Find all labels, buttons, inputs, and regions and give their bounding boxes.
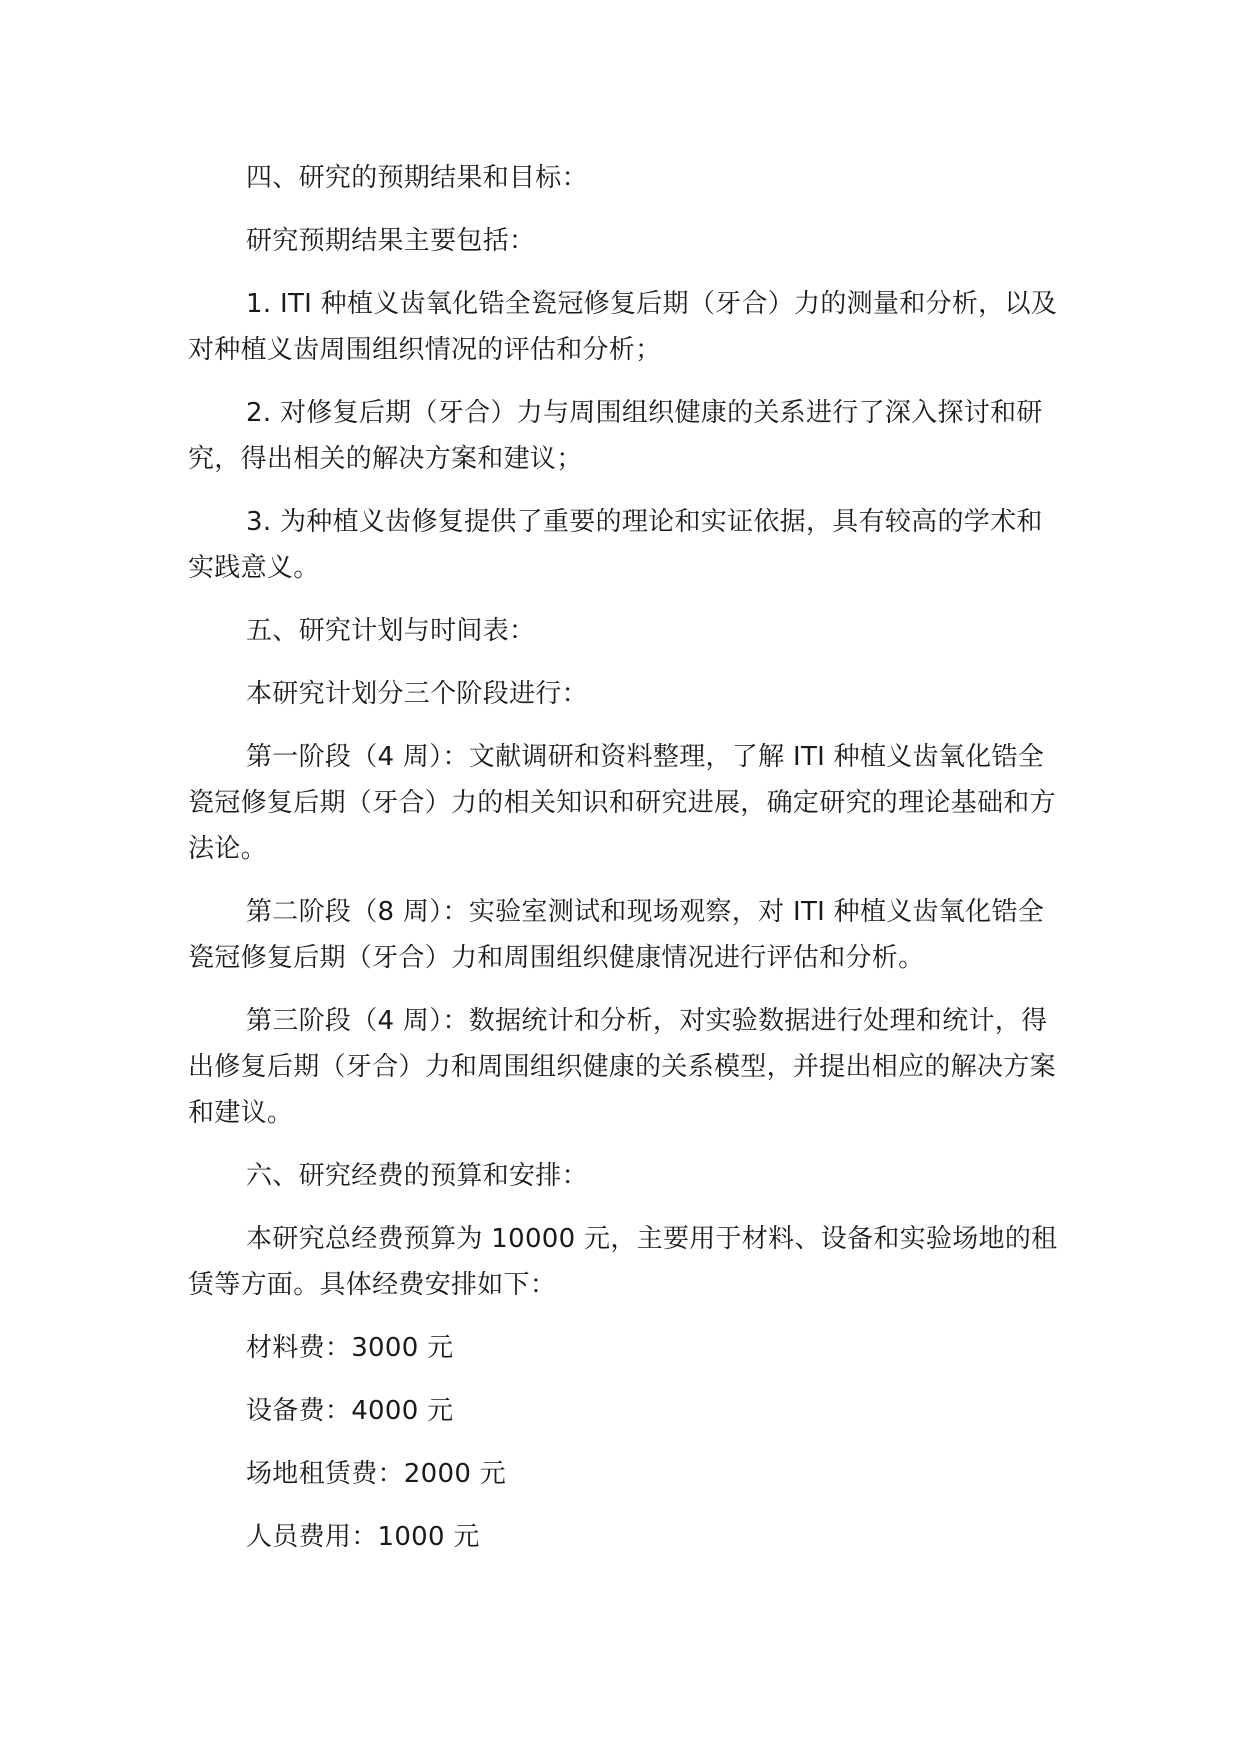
budget-item-materials: 材料费：3000 元 <box>246 1333 454 1363</box>
document-body <box>188 155 1058 1577</box>
paragraph-budget-intro: 本研究总经费预算为 10000 元，主要用于材料、设备和实验场地的租赁等方面。具体经费安排如下： <box>188 1224 1058 1300</box>
budget-item-equipment: 设备费：4000 元 <box>246 1396 454 1426</box>
paragraph-result-3: 3. 为种植义齿修复提供了重要的理论和实证依据，具有较高的学术和实践意义。 <box>188 507 1043 583</box>
section-heading-plan-schedule: 五、研究计划与时间表： <box>246 616 536 646</box>
budget-item-venue-rental: 场地租赁费：2000 元 <box>246 1459 507 1489</box>
budget-item-personnel: 人员费用：1000 元 <box>246 1522 480 1552</box>
paragraph-phase-3: 第三阶段（4 周）：数据统计和分析，对实验数据进行处理和统计，得出修复后期（牙合）力和周围组织健康的关系模型，并提出相应的解决方案和建议。 <box>188 1006 1056 1128</box>
section-heading-budget: 六、研究经费的预算和安排： <box>246 1161 588 1191</box>
paragraph-phase-2: 第二阶段（8 周）：实验室测试和现场观察，对 ITI 种植义齿氧化锆全瓷冠修复后期（牙合）力和周围组织健康情况进行评估和分析。 <box>188 897 1045 973</box>
paragraph-result-2: 2. 对修复后期（牙合）力与周围组织健康的关系进行了深入探讨和研究，得出相关的解决方案和建议； <box>188 398 1043 474</box>
paragraph-plan-intro: 本研究计划分三个阶段进行： <box>246 679 588 709</box>
paragraph-phase-1: 第一阶段（4 周）：文献调研和资料整理，了解 ITI 种植义齿氧化锆全瓷冠修复后期（牙合）力的相关知识和研究进展，确定研究的理论基础和方法论。 <box>188 742 1056 864</box>
paragraph-result-1: 1. ITI 种植义齿氧化锆全瓷冠修复后期（牙合）力的测量和分析，以及对种植义齿周围组织情况的评估和分析； <box>188 289 1058 365</box>
paragraph-results-intro: 研究预期结果主要包括： <box>246 226 536 256</box>
section-heading-expected-results: 四、研究的预期结果和目标： <box>246 163 588 193</box>
